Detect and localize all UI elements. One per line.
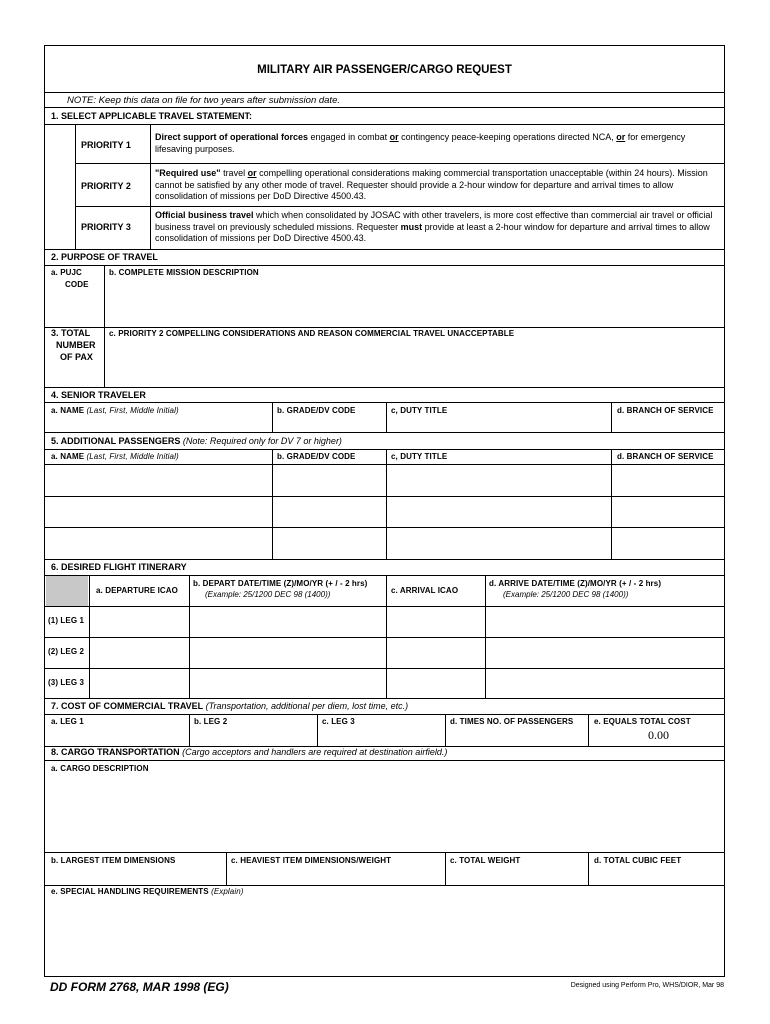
divider bbox=[45, 852, 724, 853]
section-4-label: 4. SENIOR TRAVELER bbox=[51, 390, 146, 400]
pax-duty-label: c, DUTY TITLE bbox=[391, 452, 448, 461]
pax-row-1[interactable] bbox=[47, 465, 269, 495]
priority-1-label: PRIORITY 1 bbox=[81, 140, 131, 150]
arrive-datetime-label: d. ARRIVE DATE/TIME (Z)/MO/YR (+ / - 2 hrs) bbox=[489, 579, 662, 588]
section-8-label: 8. CARGO TRANSPORTATION (Cargo acceptors and handlers are required at destination airfield.) bbox=[51, 747, 448, 757]
cost-leg-3-field[interactable] bbox=[320, 728, 443, 744]
leg-2-departure-field[interactable] bbox=[91, 638, 187, 667]
senior-name-field[interactable] bbox=[47, 418, 269, 430]
largest-item-label: b. LARGEST ITEM DIMENSIONS bbox=[51, 856, 176, 865]
divider bbox=[272, 402, 273, 432]
total-weight-field[interactable] bbox=[448, 867, 586, 883]
shaded-cell bbox=[46, 576, 88, 606]
divider bbox=[45, 760, 724, 761]
leg-1-label: (1) LEG 1 bbox=[48, 616, 85, 625]
divider bbox=[45, 265, 724, 266]
divider bbox=[272, 449, 273, 559]
form-number: DD FORM 2768, MAR 1998 (EG) bbox=[50, 980, 229, 994]
divider bbox=[45, 327, 724, 328]
divider bbox=[189, 714, 190, 746]
total-cubic-feet-label: d. TOTAL CUBIC FEET bbox=[594, 856, 682, 865]
cost-leg-2-label: b. LEG 2 bbox=[194, 717, 228, 726]
divider bbox=[104, 327, 105, 387]
cost-leg-2-field[interactable] bbox=[192, 728, 315, 744]
pax-row-2[interactable] bbox=[47, 497, 269, 526]
priority-2-considerations-field[interactable] bbox=[107, 341, 723, 385]
arrival-icao-label: c. ARRIVAL ICAO bbox=[391, 586, 459, 595]
pax-row-3[interactable] bbox=[47, 528, 269, 557]
leg-3-label: (3) LEG 3 bbox=[48, 678, 85, 687]
divider bbox=[45, 449, 724, 450]
depart-datetime-label: b. DEPART DATE/TIME (Z)/MO/YR (+ / - 2 hrs) bbox=[193, 579, 368, 588]
pax-branch-label: d. BRANCH OF SERVICE bbox=[617, 452, 714, 461]
retention-note: NOTE: Keep this data on file for two years after submission date. bbox=[67, 95, 340, 106]
total-pax-label-3: OF PAX bbox=[60, 352, 93, 362]
divider bbox=[45, 402, 724, 403]
section-6-label: 6. DESIRED FLIGHT ITINERARY bbox=[51, 562, 187, 572]
cost-leg-1-field[interactable] bbox=[47, 728, 187, 744]
divider bbox=[588, 852, 589, 885]
divider bbox=[45, 124, 724, 125]
leg-1-departure-field[interactable] bbox=[91, 607, 187, 636]
depart-datetime-example: (Example: 25/1200 DEC 98 (1400)) bbox=[205, 590, 331, 599]
total-pax-label-1: 3. TOTAL bbox=[51, 328, 91, 338]
leg-3-departure-field[interactable] bbox=[91, 669, 187, 697]
priority-3-label: PRIORITY 3 bbox=[81, 222, 131, 232]
divider bbox=[611, 449, 612, 559]
divider bbox=[45, 885, 724, 886]
senior-branch-field[interactable] bbox=[614, 418, 724, 430]
divider bbox=[386, 449, 387, 559]
special-handling-field[interactable] bbox=[47, 899, 723, 973]
senior-duty-field[interactable] bbox=[389, 418, 608, 430]
divider bbox=[75, 124, 76, 249]
divider bbox=[150, 124, 151, 249]
divider bbox=[588, 714, 589, 746]
divider bbox=[386, 402, 387, 432]
cost-leg-1-label: a. LEG 1 bbox=[51, 717, 84, 726]
arrive-datetime-example: (Example: 25/1200 DEC 98 (1400)) bbox=[503, 590, 629, 599]
senior-duty-label: c, DUTY TITLE bbox=[391, 406, 448, 415]
senior-grade-field[interactable] bbox=[275, 418, 383, 430]
dd-form-2768 bbox=[44, 45, 725, 977]
leg-2-label: (2) LEG 2 bbox=[48, 647, 85, 656]
divider bbox=[445, 852, 446, 885]
pujc-code-label-2: CODE bbox=[65, 280, 89, 289]
times-passengers-label: d. TIMES NO. OF PASSENGERS bbox=[450, 717, 574, 726]
heaviest-item-field[interactable] bbox=[229, 867, 443, 883]
pax-name-label: a. NAME (Last, First, Middle Initial) bbox=[51, 452, 179, 461]
divider bbox=[75, 163, 724, 164]
form-title: MILITARY AIR PASSENGER/CARGO REQUEST bbox=[257, 64, 512, 76]
pax-grade-label: b. GRADE/DV CODE bbox=[277, 452, 356, 461]
section-1-label: 1. SELECT APPLICABLE TRAVEL STATEMENT: bbox=[51, 111, 253, 121]
divider bbox=[45, 249, 724, 250]
total-weight-label: c. TOTAL WEIGHT bbox=[450, 856, 521, 865]
priority-3-statement[interactable]: Official business travel which when consolidated by JOSAC with other travelers, is more cost effective than commercial air travel or official business travel on previously scheduled missions. Requester must provide at least a 2-hour window for departure and arrival times to allow consolidation of missions per DoD Directive 4500.43. bbox=[155, 210, 713, 243]
priority-2-label: PRIORITY 2 bbox=[81, 181, 131, 191]
section-5-label: 5. ADDITIONAL PASSENGERS (Note: Required only for DV 7 or higher) bbox=[51, 436, 342, 446]
priority-1-statement[interactable]: Direct support of operational forces engaged in combat or contingency peace-keeping operations directed NCA, or for emergency lifesaving purposes. bbox=[155, 132, 686, 154]
departure-icao-label: a. DEPARTURE ICAO bbox=[96, 586, 179, 595]
divider bbox=[45, 698, 724, 699]
total-cost-value[interactable]: 0.00 bbox=[648, 728, 669, 742]
senior-name-label: a. NAME (Last, First, Middle Initial) bbox=[51, 406, 179, 415]
times-passengers-field[interactable] bbox=[448, 728, 586, 744]
divider bbox=[611, 402, 612, 432]
pujc-code-field[interactable] bbox=[47, 292, 102, 325]
largest-item-field[interactable] bbox=[47, 867, 224, 883]
divider bbox=[45, 714, 724, 715]
divider bbox=[45, 107, 724, 108]
divider bbox=[45, 387, 724, 388]
divider bbox=[75, 206, 724, 207]
cost-leg-3-label: c. LEG 3 bbox=[322, 717, 355, 726]
pujc-code-label: a. PUJC bbox=[51, 268, 82, 277]
cargo-description-label: a. CARGO DESCRIPTION bbox=[51, 764, 149, 773]
total-cost-label: e. EQUALS TOTAL COST bbox=[594, 717, 691, 726]
mission-description-label: b. COMPLETE MISSION DESCRIPTION bbox=[109, 268, 259, 277]
heaviest-item-label: c. HEAVIEST ITEM DIMENSIONS/WEIGHT bbox=[231, 856, 392, 865]
special-handling-label: e. SPECIAL HANDLING REQUIREMENTS (Explain) bbox=[51, 887, 244, 896]
section-7-label: 7. COST OF COMMERCIAL TRAVEL (Transportation, additional per diem, lost time, etc.) bbox=[51, 701, 409, 711]
divider bbox=[45, 575, 724, 576]
divider bbox=[45, 559, 724, 560]
divider bbox=[104, 265, 105, 327]
section-2-label: 2. PURPOSE OF TRAVEL bbox=[51, 252, 158, 262]
senior-branch-label: d. BRANCH OF SERVICE bbox=[617, 406, 714, 415]
total-pax-label-2: NUMBER bbox=[56, 340, 96, 350]
mission-description-field[interactable] bbox=[107, 280, 723, 325]
designer-credit: Designed using Perform Pro, WHS/DIOR, Mar 98 bbox=[570, 982, 724, 989]
divider bbox=[45, 432, 724, 433]
divider bbox=[45, 92, 724, 93]
divider bbox=[445, 714, 446, 746]
priority-2-considerations-label: c. PRIORITY 2 COMPELLING CONSIDERATIONS AND REASON COMMERCIAL TRAVEL UNACCEPTABLE bbox=[109, 329, 515, 338]
priority-2-statement[interactable]: "Required use" travel or compelling operational considerations making commercial transportation unacceptable (within 24 hours). Mission cannot be satisfied by any other mode of travel. Requester should provide a 2-hour window for departure and arrival times to allow consolidation of missions per DoD Directive 4500.43. bbox=[155, 168, 708, 201]
senior-grade-label: b. GRADE/DV CODE bbox=[277, 406, 356, 415]
total-cubic-feet-field[interactable] bbox=[591, 867, 723, 883]
divider bbox=[317, 714, 318, 746]
divider bbox=[226, 852, 227, 885]
cargo-description-field[interactable] bbox=[47, 776, 723, 850]
